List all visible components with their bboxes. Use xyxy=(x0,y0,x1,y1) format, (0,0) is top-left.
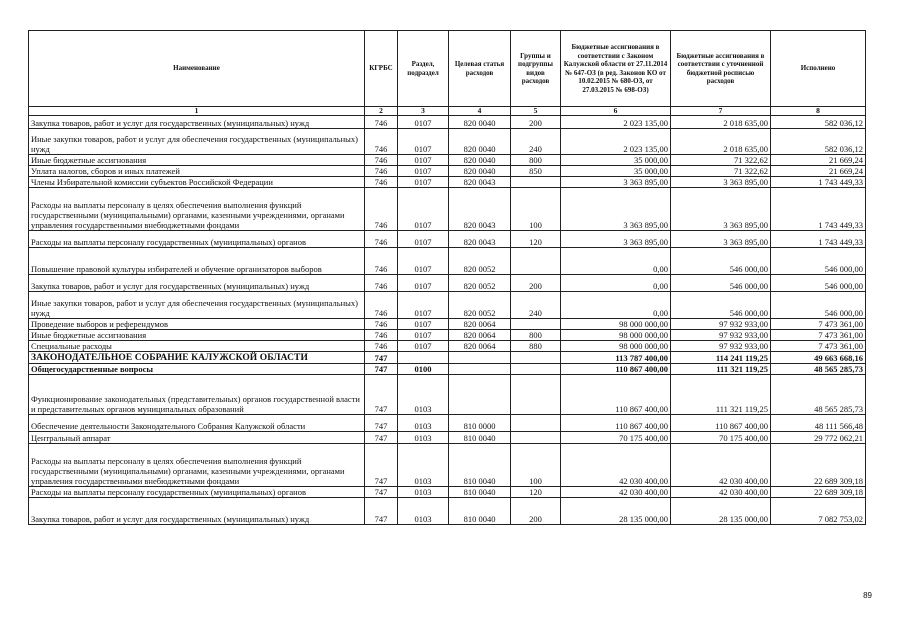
table-cell-refined: 71 322,62 xyxy=(671,155,771,166)
table-row xyxy=(29,231,866,248)
table-cell-section: 0107 xyxy=(398,116,449,129)
table-cell-section xyxy=(398,352,449,364)
table-cell-kgrbs: 747 xyxy=(365,498,398,525)
table-cell-target: 820 0040 xyxy=(449,129,511,155)
table-cell-kgrbs: 747 xyxy=(365,415,398,432)
table-cell-kgrbs: 746 xyxy=(365,116,398,129)
table-cell-group: 200 xyxy=(511,116,561,129)
column-number: 6 xyxy=(561,107,671,116)
table-cell-refined: 3 363 895,00 xyxy=(671,177,771,188)
table-cell-executed: 582 036,12 xyxy=(771,116,866,129)
table-cell-law: 35 000,00 xyxy=(561,155,671,166)
table-cell-name: ЗАКОНОДАТЕЛЬНОЕ СОБРАНИЕ КАЛУЖСКОЙ ОБЛАСТИ xyxy=(29,352,365,364)
table-cell-kgrbs: 747 xyxy=(365,364,398,375)
header-name: Наименование xyxy=(29,31,365,107)
table-cell-section: 0107 xyxy=(398,129,449,155)
table-cell-target xyxy=(449,364,511,375)
table-cell-law: 98 000 000,00 xyxy=(561,330,671,341)
table-cell-refined: 42 030 400,00 xyxy=(671,487,771,498)
table-cell-law: 110 867 400,00 xyxy=(561,415,671,432)
table-cell-name: Расходы на выплаты персоналу в целях обеспечения выполнения функций государственными (муниципальными) органами, казенными учреждениями, органами управления государственными внебюджетными фондами xyxy=(29,188,365,231)
table-cell-section: 0107 xyxy=(398,341,449,352)
table-row xyxy=(29,487,866,498)
table-cell-executed: 7 473 361,00 xyxy=(771,330,866,341)
table-row xyxy=(29,415,866,432)
table-cell-group: 850 xyxy=(511,166,561,177)
table-cell-section: 0103 xyxy=(398,487,449,498)
table-cell-executed: 21 669,24 xyxy=(771,166,866,177)
table-cell-refined: 111 321 119,25 xyxy=(671,364,771,375)
table-cell-group xyxy=(511,432,561,444)
table-cell-name: Иные бюджетные ассигнования xyxy=(29,155,365,166)
table-row xyxy=(29,129,866,155)
table-cell-name: Расходы на выплаты персоналу государственных (муниципальных) органов xyxy=(29,231,365,248)
table-cell-kgrbs: 746 xyxy=(365,188,398,231)
table-cell-target: 820 0064 xyxy=(449,319,511,330)
table-cell-refined: 114 241 119,25 xyxy=(671,352,771,364)
table-cell-section: 0103 xyxy=(398,415,449,432)
table-row xyxy=(29,177,866,188)
table-cell-refined: 110 867 400,00 xyxy=(671,415,771,432)
table-cell-group: 200 xyxy=(511,275,561,292)
table-cell-kgrbs: 746 xyxy=(365,231,398,248)
table-cell-target: 820 0043 xyxy=(449,231,511,248)
table-cell-kgrbs: 747 xyxy=(365,375,398,415)
header-law: Бюджетные ассигнования в соответствии с Законом Калужской области от 27.11.2014 № 647-ОЗ (в ред. Законов КО от 10.02.2015 № 680-ОЗ, от 27.03.2015 № 698-ОЗ) xyxy=(561,31,671,107)
table-cell-law: 113 787 400,00 xyxy=(561,352,671,364)
column-number: 8 xyxy=(771,107,866,116)
table-cell-name: Расходы на выплаты персоналу государственных (муниципальных) органов xyxy=(29,487,365,498)
column-number: 4 xyxy=(449,107,511,116)
table-cell-section: 0107 xyxy=(398,275,449,292)
table-row xyxy=(29,275,866,292)
table-cell-law: 42 030 400,00 xyxy=(561,487,671,498)
table-cell-section: 0107 xyxy=(398,155,449,166)
table-cell-target: 810 0040 xyxy=(449,498,511,525)
table-cell-law: 0,00 xyxy=(561,275,671,292)
table-cell-section: 0107 xyxy=(398,177,449,188)
table-cell-name: Функционирование законодательных (представительных) органов государственной власти и представительных органов муниципальных образований xyxy=(29,375,365,415)
table-cell-section: 0107 xyxy=(398,231,449,248)
table-cell-refined: 2 018 635,00 xyxy=(671,116,771,129)
table-cell-target: 820 0064 xyxy=(449,341,511,352)
table-cell-law: 3 363 895,00 xyxy=(561,231,671,248)
table-cell-refined: 3 363 895,00 xyxy=(671,188,771,231)
table-cell-executed: 48 565 285,73 xyxy=(771,364,866,375)
table-cell-refined: 28 135 000,00 xyxy=(671,498,771,525)
table-cell-kgrbs: 746 xyxy=(365,248,398,275)
table-cell-law: 110 867 400,00 xyxy=(561,375,671,415)
table-cell-kgrbs: 746 xyxy=(365,319,398,330)
table-row xyxy=(29,341,866,352)
table-cell-executed: 546 000,00 xyxy=(771,248,866,275)
table-cell-group xyxy=(511,415,561,432)
table-cell-refined: 546 000,00 xyxy=(671,275,771,292)
table-cell-kgrbs: 746 xyxy=(365,166,398,177)
table-cell-kgrbs: 747 xyxy=(365,487,398,498)
table-cell-group: 240 xyxy=(511,129,561,155)
table-cell-law: 3 363 895,00 xyxy=(561,177,671,188)
table-cell-refined: 3 363 895,00 xyxy=(671,231,771,248)
table-row xyxy=(29,444,866,487)
table-cell-executed: 546 000,00 xyxy=(771,275,866,292)
table-cell-law: 3 363 895,00 xyxy=(561,188,671,231)
table-cell-kgrbs: 747 xyxy=(365,444,398,487)
table-cell-section: 0107 xyxy=(398,292,449,319)
table-cell-name: Закупка товаров, работ и услуг для государственных (муниципальных) нужд xyxy=(29,498,365,525)
table-cell-kgrbs: 746 xyxy=(365,275,398,292)
table-cell-target: 820 0043 xyxy=(449,177,511,188)
table-cell-name: Иные закупки товаров, работ и услуг для обеспечения государственных (муниципальных) нужд xyxy=(29,129,365,155)
table-cell-group xyxy=(511,248,561,275)
column-number: 3 xyxy=(398,107,449,116)
table-cell-refined: 42 030 400,00 xyxy=(671,444,771,487)
table-cell-executed: 1 743 449,33 xyxy=(771,231,866,248)
table-row xyxy=(29,432,866,444)
table-row xyxy=(29,364,866,375)
table-cell-refined: 546 000,00 xyxy=(671,292,771,319)
table-cell-target: 820 0052 xyxy=(449,275,511,292)
table-cell-executed: 1 743 449,33 xyxy=(771,177,866,188)
header-refined: Бюджетные ассигнования в соответствии с уточненной бюджетной росписью расходов xyxy=(671,31,771,107)
table-cell-kgrbs: 747 xyxy=(365,432,398,444)
table-cell-target: 820 0040 xyxy=(449,155,511,166)
table-cell-law: 0,00 xyxy=(561,248,671,275)
table-cell-name: Проведение выборов и референдумов xyxy=(29,319,365,330)
table-row xyxy=(29,116,866,129)
table-row xyxy=(29,155,866,166)
table-cell-law: 98 000 000,00 xyxy=(561,319,671,330)
table-cell-executed: 48 111 566,48 xyxy=(771,415,866,432)
table-cell-name: Обеспечение деятельности Законодательного Собрания Калужской области xyxy=(29,415,365,432)
header-row xyxy=(29,31,866,107)
table-cell-executed: 1 743 449,33 xyxy=(771,188,866,231)
table-cell-target xyxy=(449,352,511,364)
table-row xyxy=(29,330,866,341)
table-cell-target: 810 0040 xyxy=(449,432,511,444)
table-cell-executed: 22 689 309,18 xyxy=(771,444,866,487)
table-cell-kgrbs: 746 xyxy=(365,292,398,319)
table-body xyxy=(29,116,866,525)
table-cell-target: 810 0000 xyxy=(449,415,511,432)
table-row xyxy=(29,498,866,525)
header-target: Целевая статья расходов xyxy=(449,31,511,107)
header-kgrbs: КГРБС xyxy=(365,31,398,107)
table-cell-refined: 97 932 933,00 xyxy=(671,341,771,352)
table-cell-name: Члены Избирательной комиссии субъектов Российской Федерации xyxy=(29,177,365,188)
table-cell-target xyxy=(449,375,511,415)
table-cell-name: Закупка товаров, работ и услуг для государственных (муниципальных) нужд xyxy=(29,275,365,292)
table-cell-group xyxy=(511,352,561,364)
table-cell-group: 100 xyxy=(511,444,561,487)
table-cell-group xyxy=(511,375,561,415)
table-cell-target: 820 0040 xyxy=(449,116,511,129)
table-cell-law: 35 000,00 xyxy=(561,166,671,177)
column-number: 1 xyxy=(29,107,365,116)
table-row xyxy=(29,292,866,319)
table-cell-refined: 97 932 933,00 xyxy=(671,319,771,330)
column-number: 7 xyxy=(671,107,771,116)
table-cell-law: 98 000 000,00 xyxy=(561,341,671,352)
table-cell-law: 0,00 xyxy=(561,292,671,319)
table-cell-kgrbs: 747 xyxy=(365,352,398,364)
table-cell-name: Расходы на выплаты персоналу в целях обеспечения выполнения функций государственными (муниципальными) органами, казенными учреждениями, органами управления государственными внебюджетными фондами xyxy=(29,444,365,487)
column-number-row xyxy=(29,107,866,116)
table-cell-group: 240 xyxy=(511,292,561,319)
table-cell-law: 70 175 400,00 xyxy=(561,432,671,444)
budget-table xyxy=(28,30,866,525)
table-cell-name: Центральный аппарат xyxy=(29,432,365,444)
table-cell-group: 100 xyxy=(511,188,561,231)
table-cell-group xyxy=(511,364,561,375)
table-cell-refined: 2 018 635,00 xyxy=(671,129,771,155)
table-cell-executed: 7 082 753,02 xyxy=(771,498,866,525)
table-cell-name: Повышение правовой культуры избирателей и обучение организаторов выборов xyxy=(29,248,365,275)
table-cell-target: 820 0043 xyxy=(449,188,511,231)
table-cell-name: Закупка товаров, работ и услуг для государственных (муниципальных) нужд xyxy=(29,116,365,129)
table-cell-section: 0107 xyxy=(398,188,449,231)
table-row xyxy=(29,375,866,415)
table-cell-executed: 7 473 361,00 xyxy=(771,341,866,352)
column-number: 2 xyxy=(365,107,398,116)
table-cell-group xyxy=(511,319,561,330)
table-cell-target: 810 0040 xyxy=(449,444,511,487)
page-number: 89 xyxy=(863,591,872,600)
table-row xyxy=(29,352,866,364)
table-cell-kgrbs: 746 xyxy=(365,155,398,166)
table-cell-kgrbs: 746 xyxy=(365,177,398,188)
header-section: Раздел, подраздел xyxy=(398,31,449,107)
table-cell-law: 28 135 000,00 xyxy=(561,498,671,525)
table-cell-refined: 111 321 119,25 xyxy=(671,375,771,415)
table-cell-section: 0103 xyxy=(398,432,449,444)
table-cell-target: 820 0064 xyxy=(449,330,511,341)
table-cell-refined: 97 932 933,00 xyxy=(671,330,771,341)
table-cell-target: 820 0040 xyxy=(449,166,511,177)
table-cell-executed: 29 772 062,21 xyxy=(771,432,866,444)
table-cell-name: Уплата налогов, сборов и иных платежей xyxy=(29,166,365,177)
table-cell-law: 110 867 400,00 xyxy=(561,364,671,375)
table-cell-name: Общегосударственные вопросы xyxy=(29,364,365,375)
table-cell-kgrbs: 746 xyxy=(365,330,398,341)
table-cell-target: 820 0052 xyxy=(449,248,511,275)
table-cell-section: 0107 xyxy=(398,166,449,177)
table-row xyxy=(29,248,866,275)
table-cell-executed: 49 663 668,16 xyxy=(771,352,866,364)
table-row xyxy=(29,188,866,231)
table-row xyxy=(29,166,866,177)
table-cell-refined: 71 322,62 xyxy=(671,166,771,177)
table-cell-law: 2 023 135,00 xyxy=(561,116,671,129)
table-cell-group: 880 xyxy=(511,341,561,352)
table-cell-section: 0107 xyxy=(398,330,449,341)
table-cell-name: Иные бюджетные ассигнования xyxy=(29,330,365,341)
table-cell-section: 0103 xyxy=(398,375,449,415)
table-cell-kgrbs: 746 xyxy=(365,129,398,155)
table-cell-kgrbs: 746 xyxy=(365,341,398,352)
table-cell-target: 810 0040 xyxy=(449,487,511,498)
table-cell-target: 820 0052 xyxy=(449,292,511,319)
table-cell-group: 800 xyxy=(511,155,561,166)
table-cell-executed: 21 669,24 xyxy=(771,155,866,166)
table-cell-executed: 546 000,00 xyxy=(771,292,866,319)
table-cell-section: 0107 xyxy=(398,248,449,275)
table-cell-section: 0100 xyxy=(398,364,449,375)
table-cell-name: Специальные расходы xyxy=(29,341,365,352)
column-number: 5 xyxy=(511,107,561,116)
table-cell-law: 2 023 135,00 xyxy=(561,129,671,155)
table-cell-group: 200 xyxy=(511,498,561,525)
table-cell-section: 0103 xyxy=(398,444,449,487)
table-cell-executed: 582 036,12 xyxy=(771,129,866,155)
budget-sheet xyxy=(28,30,866,525)
table-cell-group: 120 xyxy=(511,231,561,248)
table-cell-refined: 546 000,00 xyxy=(671,248,771,275)
table-cell-name: Иные закупки товаров, работ и услуг для обеспечения государственных (муниципальных) нужд xyxy=(29,292,365,319)
table-cell-executed: 22 689 309,18 xyxy=(771,487,866,498)
table-cell-group: 800 xyxy=(511,330,561,341)
table-cell-section: 0103 xyxy=(398,498,449,525)
table-cell-executed: 48 565 285,73 xyxy=(771,375,866,415)
table-cell-group xyxy=(511,177,561,188)
header-executed: Исполнено xyxy=(771,31,866,107)
table-cell-group: 120 xyxy=(511,487,561,498)
table-cell-executed: 7 473 361,00 xyxy=(771,319,866,330)
table-cell-law: 42 030 400,00 xyxy=(561,444,671,487)
table-cell-section: 0107 xyxy=(398,319,449,330)
table-cell-refined: 70 175 400,00 xyxy=(671,432,771,444)
table-row xyxy=(29,319,866,330)
header-group: Группы и подгруппы видов расходов xyxy=(511,31,561,107)
